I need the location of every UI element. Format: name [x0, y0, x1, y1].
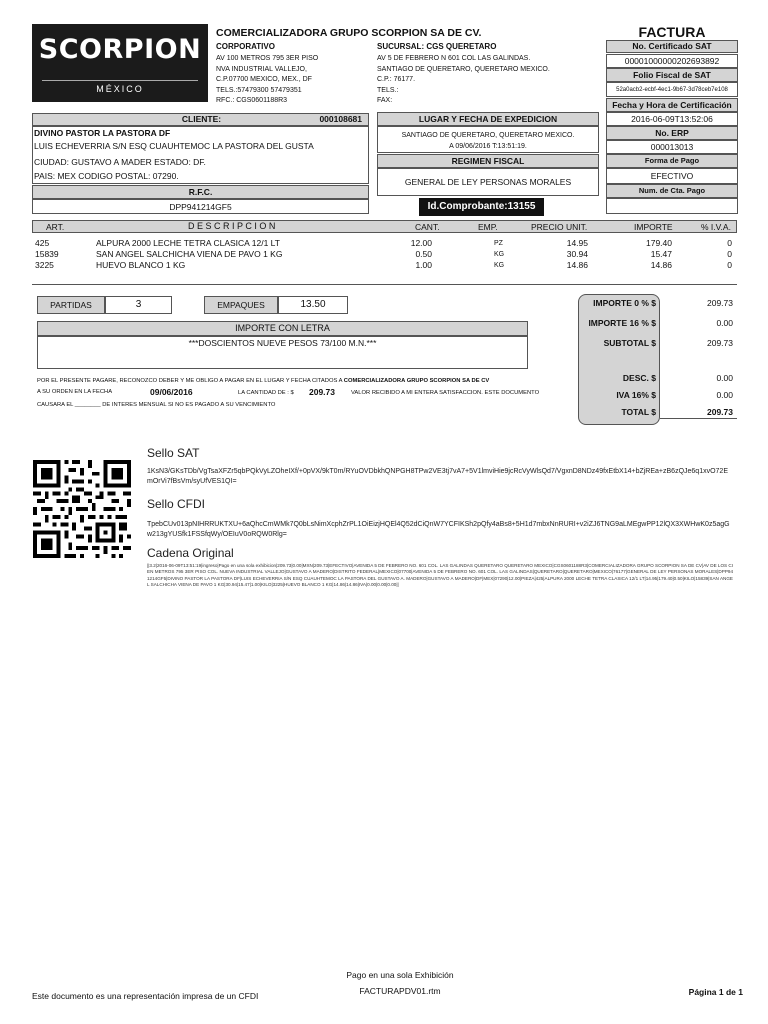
cell-desc: SAN ANGEL SALCHICHA VIENA DE PAVO 1 KG: [96, 249, 283, 259]
total-value: 0.00: [716, 390, 733, 400]
pagare-amount-label: LA CANTIDAD DE : $: [238, 390, 294, 396]
col-art: ART.: [46, 222, 65, 232]
company-logo: [32, 24, 208, 102]
corporate-line: RFC.: CGS0601188R3: [216, 97, 288, 104]
corporate-line: C.P.07700 MEXICO, MEX., DF: [216, 76, 312, 83]
pagare-line-2: [37, 389, 112, 395]
branch-line: SANTIAGO DE QUERETARO, QUERETARO MEXICO.: [377, 65, 550, 73]
template-name: FACTURAPDV01.rtm: [359, 986, 441, 996]
regime-header: REGIMEN FISCAL: [377, 154, 599, 168]
cell-iva: 0: [727, 238, 732, 248]
col-desc: D E S C R I P C I O N: [188, 221, 276, 231]
invoice-title: FACTURA: [638, 24, 706, 40]
grand-total-value: 209.73: [707, 407, 733, 417]
branch-line: TELS.:: [377, 86, 399, 94]
partidas-value: 3: [105, 296, 172, 314]
payment-form-header: Forma de Pago: [606, 154, 738, 168]
table-row: [32, 260, 737, 271]
erp-header: No. ERP: [606, 126, 738, 140]
corporate-line: AV 100 METROS 795 3ER PISO: [216, 55, 319, 62]
corporate-address: [216, 54, 318, 107]
empaques-label: EMPAQUES: [204, 296, 278, 314]
corporate-line: TELS.:57479300 57479351: [216, 86, 302, 94]
cell-price: 30.94: [566, 249, 588, 259]
cell-unit: KG: [494, 262, 505, 269]
cell-art: 15839: [35, 249, 59, 259]
total-label: DESC. $: [622, 373, 656, 383]
voucher-id: Id.Comprobante:13155: [419, 198, 544, 216]
pagare-line-1: [37, 378, 489, 384]
cell-iva: 0: [727, 249, 732, 259]
folio-value: 52a0acb2-ecbf-4ec1-9b67-3d78ceb7e108: [606, 82, 738, 97]
branch-address: [377, 54, 550, 107]
total-label: IVA 16% $: [616, 390, 656, 400]
logo-country: MÉXICO: [96, 84, 144, 94]
sello-sat-title: Sello SAT: [147, 446, 200, 460]
client-number: 000108681: [319, 114, 362, 124]
cert-date-header: Fecha y Hora de Certificación: [606, 98, 738, 112]
client-header: [32, 113, 369, 126]
total-label: SUBTOTAL $: [603, 338, 656, 348]
sello-cfdi-value: TpebCUv013pNIHRRUKTXU+6aQhcCmWMk7Q0bLsNimXcphZrPL1OiEizjHQEl4Q52dCiQnW7YCFIKSh2pQfy4aBs8+5H1d7mbxNnRURI+v2iZJ6TNG9aLMEgwPP12lQX3XWHwK0z5agGw213gYUSfk1FSSfqWy/OEIuV0oRQW0Rlg=: [147, 521, 730, 538]
branch-line: AV 5 DE FEBRERO N 601 COL LAS GALINDAS.: [377, 55, 531, 62]
cell-iva: 0: [727, 260, 732, 270]
cell-qty: 0.50: [415, 249, 432, 259]
cfdi-disclaimer: Este documento es una representación impresa de un CFDI: [32, 991, 259, 1001]
amount-letter-value: ***DOSCIENTOS NUEVE PESOS 73/100 M.N.***: [37, 336, 528, 369]
totals-label-panel: [578, 294, 660, 425]
branch-label: SUCURSAL: CGS QUERETARO: [377, 42, 497, 51]
sello-cfdi-title: Sello CFDI: [147, 497, 206, 511]
client-address: LUIS ECHEVERRIA S/N ESQ CUAUHTEMOC LA PASTORA DEL GUSTA: [34, 141, 314, 151]
branch-line: C.P.: 76177.: [377, 76, 416, 83]
total-value: 209.73: [707, 338, 733, 348]
total-value: 0.00: [716, 373, 733, 383]
account-value: [606, 198, 738, 214]
client-city: CIUDAD: GUSTAVO A MADER ESTADO: DF.: [34, 157, 206, 167]
client-country: PAIS: MEX CODIGO POSTAL: 07290.: [34, 171, 179, 181]
table-row: [32, 238, 737, 249]
erp-value: 000013013: [606, 140, 738, 154]
total-value: 209.73: [707, 298, 733, 308]
page-number: Página 1 de 1: [688, 987, 743, 997]
cadena-original-value: ||3.2|2016-06-09T13:51:19|ingreso|Pago en una sola exhibicion|209.73|0.00|MXN|209.73|EFECTIVO|AVENIDA 5 DE FEBRERO NO. 601 COL. LAS GALINDAS QUERETARO QUERETARO MEXICO|CGS0601188R3|COMERCIALIZADORA GRUPO SCORPION SA DE CV|AV DE LOS CIEN METROS 795 3ER PISO COL. NUEVA INDUSTRIAL VALLEJO|GUSTAVO A MADERO|DISTRITO FEDERAL|MEXICO|07700|AVENIDA 5 DE FEBRERO NO. 601 COL. LAS GALINDAS|QUERETARO|QUERETARO|MEXICO|76177|GENERAL DE LEY PERSONAS MORALES|DPP941214GF5|DIVINO PASTOR LA PASTORA DF|LUIS ECHEVERRIA S/N ESQ CUAUHTEMOC LA PASTORA DEL GUSTAVO A. MADERO|GUSTAVO A MADERO|DF|MEX|07290|12.00|PIEZA|425|ALPURA 2000 LECHE TETRA CLASICA 12/1 LT|14.95|179.40|0.50|KILO|15839|SAN ANGEL SALCHICHA VIENA DE PAVO 1 KG|30.94|15.47|1.00|KILO|3225|HUEVO BLANCO 1 KG|14.86|14.86|IVA|0.00|0.00|0.00||: [147, 563, 733, 587]
sello-sat-value: 1KsN3/GKsTDb/VgTsaXFZr5qbPQkVyLZOheIXf/+0pVX/9kT0m/RYuOVDbkhQNPGH8TPw2VE3tj7vA7+5V1lmviHie9jcRcVyWlsQd7/VgxnD8NDz49fxEtbX14+bZjREa+zB6zQJe6q1xvO72EmOrVi7fBsVm/syUfVES1QI=: [147, 468, 728, 485]
qr-code: [33, 460, 131, 558]
expedition-place: SANTIAGO DE QUERETARO, QUERETARO MEXICO.: [401, 132, 575, 139]
account-header: Num. de Cta. Pago: [606, 184, 738, 198]
col-iva: % I.V.A.: [701, 222, 731, 232]
expedition-header: LUGAR Y FECHA DE EXPEDICION: [377, 112, 599, 126]
pagare-company: COMERCIALIZADORA GRUPO SCORPION SA DE CV: [343, 378, 490, 384]
amount-letter-header: IMPORTE CON LETRA: [37, 321, 528, 336]
cell-amount: 15.47: [650, 249, 672, 259]
table-row: [32, 249, 737, 260]
corporate-line: NVA INDUSTRIAL VALLEJO,: [216, 65, 307, 73]
cell-amount: 14.86: [650, 260, 672, 270]
items-divider: [32, 284, 737, 285]
payment-form-value: EFECTIVO: [606, 168, 738, 184]
cell-desc: ALPURA 2000 LECHE TETRA CLASICA 12/1 LT: [96, 238, 280, 248]
col-price: PRECIO UNIT.: [531, 222, 588, 232]
folio-header: Folio Fiscal de SAT: [606, 68, 738, 82]
cell-amount: 179.40: [646, 238, 672, 248]
cell-price: 14.95: [566, 238, 588, 248]
total-label: IMPORTE 16 % $: [588, 318, 656, 328]
expedition-date: A 09/06/2016 T:13:51:19.: [449, 143, 527, 150]
cell-unit: PZ: [494, 240, 503, 247]
grand-total-label: TOTAL $: [621, 407, 656, 417]
logo-wordmark: SCORPION: [38, 34, 202, 65]
cell-desc: HUEVO BLANCO 1 KG: [96, 260, 186, 270]
total-value: 0.00: [716, 318, 733, 328]
cell-art: 3225: [35, 260, 54, 270]
pagare-amount: 209.73: [309, 387, 335, 397]
client-label: CLIENTE:: [181, 114, 222, 124]
items-header: [32, 220, 737, 233]
cell-qty: 12.00: [410, 238, 432, 248]
partidas-label: PARTIDAS: [37, 296, 105, 314]
empaques-value: 13.50: [278, 296, 348, 314]
payment-note: Pago en una sola Exhibición: [346, 970, 454, 980]
rfc-header: R.F.C.: [32, 185, 369, 199]
pagare-date: 09/06/2016: [150, 387, 193, 397]
cell-art: 425: [35, 238, 50, 248]
total-label: IMPORTE 0 % $: [593, 298, 656, 308]
pagare-text: A SU ORDEN EN LA FECHA: [37, 389, 113, 395]
logo-divider: [42, 80, 198, 81]
cell-qty: 1.00: [415, 260, 432, 270]
pagare-line-3: CAUSARA EL ________ DE INTERES MENSUAL SI NO ES PAGADO A SU VENCIMIENTO: [37, 402, 276, 408]
cert-number-value: 00001000000202693892: [606, 54, 738, 68]
pagare-text: POR EL PRESENTE PAGARE, RECONOZCO DEBER Y ME OBLIGO A PAGAR EN EL LUGAR Y FECHA CITADOS A: [37, 378, 344, 384]
col-amount: IMPORTE: [634, 222, 673, 232]
rfc-value: DPP941214GF5: [32, 199, 369, 214]
cert-date-value: 2016-06-09T13:52:06: [606, 112, 738, 126]
cert-number-header: No. Certificado SAT: [606, 40, 738, 53]
cell-unit: KG: [494, 251, 505, 258]
corporate-label: CORPORATIVO: [216, 42, 275, 51]
issuer-name: COMERCIALIZADORA GRUPO SCORPION SA DE CV.: [216, 27, 482, 39]
branch-line: FAX:: [377, 97, 393, 104]
col-qty: CANT.: [415, 222, 440, 232]
regime-value: GENERAL DE LEY PERSONAS MORALES: [377, 168, 599, 196]
client-name: DIVINO PASTOR LA PASTORA DF: [34, 128, 171, 138]
col-unit: EMP.: [478, 222, 498, 232]
cell-price: 14.86: [566, 260, 588, 270]
total-underline: [660, 418, 737, 419]
cadena-original-title: Cadena Original: [147, 546, 234, 560]
pagare-receipt: VALOR RECIBIDO A MI ENTERA SATISFACCION. ESTE DOCUMENTO: [351, 390, 540, 396]
